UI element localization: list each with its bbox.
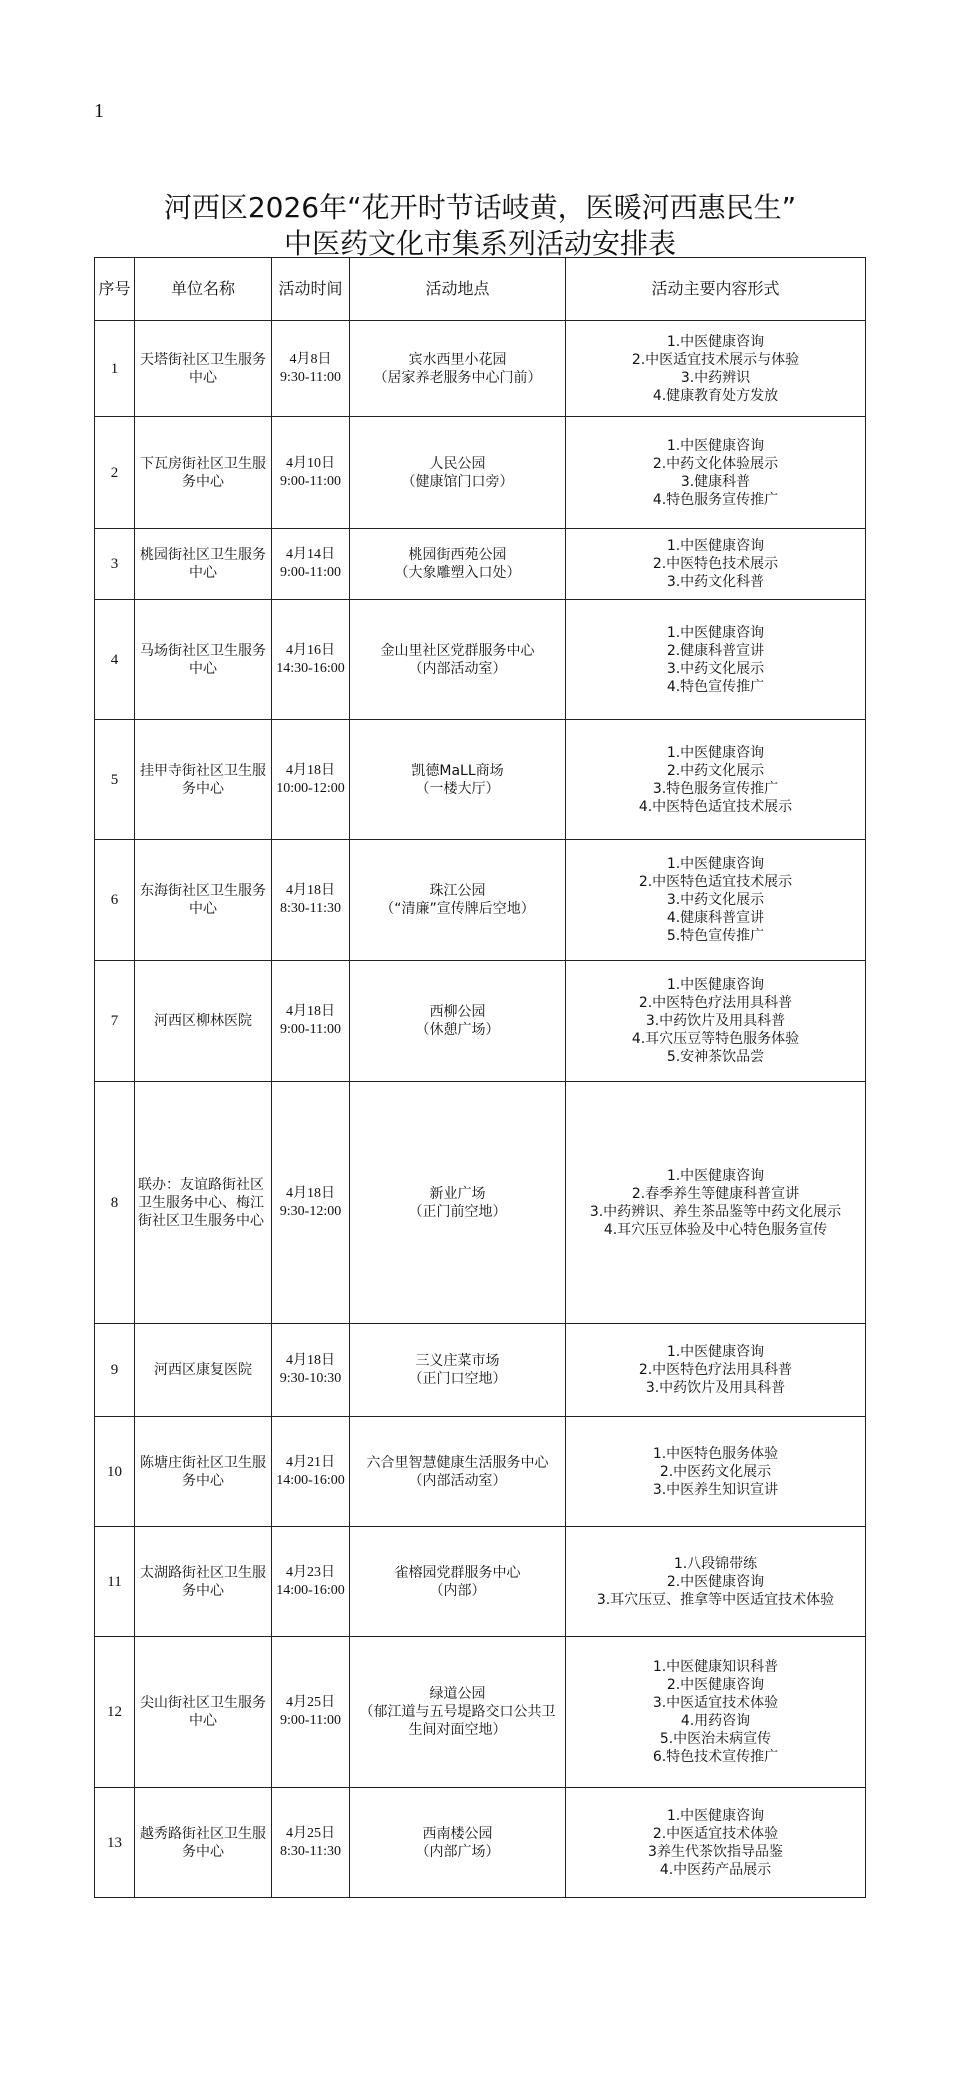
content-item: 1.八段锦带练	[673, 1555, 758, 1572]
row-place	[350, 417, 566, 529]
content-item: 3养生代茶饮指导品鉴	[648, 1843, 783, 1860]
row-place	[350, 1527, 566, 1637]
content-item: 2.中医特色适宜技术展示	[638, 874, 793, 890]
activity-date: 4月25日	[286, 1825, 335, 1841]
row-place	[350, 1082, 566, 1324]
row-unit-name: 陈塘庄街社区卫生服务中心	[135, 1417, 272, 1527]
row-content	[566, 1637, 866, 1788]
place-name: 珠江公园	[429, 883, 486, 899]
row-time	[272, 840, 350, 961]
content-item: 5.安神茶饮品尝	[666, 1049, 765, 1065]
content-item: 4.耳穴压豆等特色服务体验	[631, 1031, 800, 1047]
content-item: 3.中药文化展示	[666, 660, 765, 677]
place-name: 宾水西里小花园	[408, 351, 507, 368]
content-item: 5.特色宣传推广	[666, 928, 765, 944]
document-title	[94, 190, 866, 262]
content-item: 1.中医健康咨询	[666, 977, 765, 993]
content-item: 4.中医药产品展示	[659, 1861, 772, 1878]
row-unit-name: 河西区柳林医院	[135, 961, 272, 1082]
table-row	[95, 1417, 866, 1527]
table-row	[95, 1527, 866, 1637]
place-name: 六合里智慧健康生活服务中心	[366, 1454, 549, 1471]
place-detail: （健康馆门口旁）	[401, 473, 514, 490]
row-content	[566, 1527, 866, 1637]
content-item: 2.中医健康咨询	[666, 1573, 765, 1590]
content-item: 1.中医健康知识科普	[652, 1659, 779, 1675]
place-detail: （正门口空地）	[408, 1371, 507, 1387]
row-place	[350, 961, 566, 1082]
place-detail: （居家养老服务中心门前）	[373, 369, 542, 386]
content-item: 4.特色宣传推广	[666, 678, 765, 695]
content-item: 1.中医健康咨询	[666, 1167, 765, 1184]
table-row	[95, 1788, 866, 1898]
content-item: 2.中医特色技术展示	[652, 556, 779, 572]
header-unit: 单位名称	[135, 258, 272, 321]
content-item: 1.中医健康咨询	[666, 1807, 765, 1824]
row-unit-name: 河西区康复医院	[135, 1324, 272, 1417]
table-row	[95, 840, 866, 961]
header-place: 活动地点	[350, 258, 566, 321]
row-unit-name: 联办：友谊路街社区卫生服务中心、梅江街社区卫生服务中心	[135, 1082, 272, 1324]
table-body	[95, 321, 866, 1898]
place-detail: （正门前空地）	[408, 1203, 507, 1220]
place-detail: （内部活动室）	[408, 1472, 507, 1489]
content-item: 2.中药文化体验展示	[652, 455, 779, 472]
row-time	[272, 1324, 350, 1417]
title-line-1: 河西区2026年“花开时节话岐黄，医暖河西惠民生”	[163, 191, 797, 224]
header-seq: 序号	[95, 258, 135, 321]
row-time	[272, 1082, 350, 1324]
content-item: 2.健康科普宣讲	[666, 642, 765, 659]
row-time	[272, 417, 350, 529]
row-seq: 7	[95, 961, 135, 1082]
place-detail: （内部活动室）	[408, 660, 507, 677]
header-row	[95, 258, 866, 321]
content-item: 4.耳穴压豆体验及中心特色服务宣传	[603, 1221, 828, 1238]
table-row	[95, 1324, 866, 1417]
activity-date: 4月16日	[286, 642, 335, 658]
row-unit-name: 太湖路街社区卫生服务中心	[135, 1527, 272, 1637]
place-name: 凯德MaLL商场	[411, 762, 504, 779]
row-content	[566, 840, 866, 961]
row-content	[566, 1082, 866, 1324]
row-seq: 10	[95, 1417, 135, 1527]
row-place	[350, 840, 566, 961]
activity-hours: 9:30-11:00	[280, 369, 341, 385]
place-name: 西柳公园	[429, 1004, 486, 1020]
content-item: 3.中医适宜技术体验	[652, 1695, 779, 1711]
content-item: 2.中医特色疗法用具科普	[638, 995, 793, 1011]
row-unit-name: 东海街社区卫生服务中心	[135, 840, 272, 961]
content-item: 3.健康科普	[680, 473, 751, 490]
activity-date: 4月18日	[286, 883, 335, 898]
row-place	[350, 1324, 566, 1417]
place-name: 桃园街西苑公园	[408, 547, 507, 563]
row-time	[272, 1527, 350, 1637]
content-item: 3.中药辨识	[680, 369, 751, 386]
place-detail: （一楼大厅）	[415, 780, 500, 797]
activity-date: 4月18日	[286, 1185, 335, 1201]
activity-date: 4月18日	[286, 1004, 335, 1019]
row-content	[566, 321, 866, 417]
row-place	[350, 1417, 566, 1527]
row-seq: 3	[95, 529, 135, 600]
content-item: 2.春季养生等健康科普宣讲	[631, 1185, 800, 1202]
row-content	[566, 1788, 866, 1898]
place-name: 三义庄菜市场	[415, 1353, 500, 1369]
content-item: 3.中医养生知识宣讲	[652, 1481, 779, 1498]
activity-hours: 8:30-11:30	[280, 901, 341, 916]
row-time	[272, 600, 350, 720]
place-name: 雀榕园党群服务中心	[394, 1564, 521, 1581]
row-content	[566, 600, 866, 720]
header-content: 活动主要内容形式	[566, 258, 866, 321]
activity-date: 4月25日	[286, 1695, 335, 1710]
content-item: 1.中医健康咨询	[666, 1344, 765, 1360]
row-time	[272, 321, 350, 417]
content-item: 1.中医健康咨询	[666, 856, 765, 872]
activity-hours: 9:30-12:00	[279, 1203, 342, 1219]
content-item: 2.中医药文化展示	[659, 1463, 772, 1480]
row-content	[566, 417, 866, 529]
place-detail: （郁江道与五号堤路交口公共卫生间对面空地）	[359, 1704, 556, 1738]
row-place	[350, 321, 566, 417]
activity-hours: 14:30-16:00	[276, 660, 345, 676]
content-item: 5.中医治未病宣传	[659, 1731, 772, 1747]
activity-hours: 9:00-11:00	[280, 473, 341, 489]
table-row	[95, 417, 866, 529]
content-item: 2.中药文化展示	[666, 762, 765, 779]
activity-hours: 14:00-16:00	[276, 1582, 345, 1598]
row-time	[272, 1417, 350, 1527]
place-name: 绿道公园	[429, 1686, 486, 1702]
content-item: 2.中医适宜技术展示与体验	[631, 351, 800, 368]
place-detail: （休憩广场）	[415, 1022, 500, 1038]
row-seq: 8	[95, 1082, 135, 1324]
row-place	[350, 1637, 566, 1788]
activity-date: 4月23日	[286, 1564, 335, 1580]
place-detail: （“清廉”宣传牌后空地）	[380, 901, 535, 917]
table-row	[95, 529, 866, 600]
content-item: 1.中医健康咨询	[666, 624, 765, 641]
row-time	[272, 961, 350, 1082]
row-unit-name: 下瓦房街社区卫生服务中心	[135, 417, 272, 529]
content-item: 3.特色服务宣传推广	[652, 780, 779, 797]
content-item: 6.特色技术宣传推广	[652, 1749, 779, 1765]
row-time	[272, 720, 350, 840]
row-place	[350, 720, 566, 840]
content-item: 3.中药饮片及用具科普	[645, 1380, 786, 1396]
table-row	[95, 600, 866, 720]
row-time	[272, 1637, 350, 1788]
row-unit-name: 尖山街社区卫生服务中心	[135, 1637, 272, 1788]
row-time	[272, 1788, 350, 1898]
row-content	[566, 1324, 866, 1417]
content-item: 4.特色服务宣传推广	[652, 491, 779, 508]
content-item: 2.中医特色疗法用具科普	[638, 1362, 793, 1378]
activity-hours: 9:30-10:30	[279, 1371, 342, 1386]
content-item: 3.中药饮片及用具科普	[645, 1013, 786, 1029]
content-item: 3.中药文化科普	[666, 574, 765, 590]
activity-hours: 14:00-16:00	[276, 1472, 345, 1488]
content-item: 3.中药辨识、养生茶品鉴等中药文化展示	[589, 1203, 842, 1220]
table-row	[95, 1637, 866, 1788]
content-item: 4.中医特色适宜技术展示	[638, 798, 793, 815]
place-name: 新业广场	[429, 1185, 486, 1202]
schedule-table	[94, 257, 866, 1898]
activity-hours: 9:00-11:00	[280, 1713, 341, 1728]
row-seq: 9	[95, 1324, 135, 1417]
row-seq: 4	[95, 600, 135, 720]
place-name: 西南楼公园	[422, 1825, 493, 1842]
row-seq: 1	[95, 321, 135, 417]
content-item: 1.中医健康咨询	[666, 538, 765, 554]
content-item: 4.健康科普宣讲	[666, 910, 765, 926]
table-row	[95, 961, 866, 1082]
table-row	[95, 1082, 866, 1324]
row-seq: 13	[95, 1788, 135, 1898]
row-seq: 12	[95, 1637, 135, 1788]
row-time	[272, 529, 350, 600]
row-unit-name: 越秀路街社区卫生服务中心	[135, 1788, 272, 1898]
place-detail: （内部广场）	[415, 1843, 500, 1860]
activity-date: 4月10日	[286, 455, 335, 471]
header-time: 活动时间	[272, 258, 350, 321]
place-detail: （大象雕塑入口处）	[394, 565, 521, 581]
content-item: 2.中医适宜技术体验	[652, 1825, 779, 1842]
row-seq: 11	[95, 1527, 135, 1637]
activity-hours: 9:00-11:00	[280, 565, 341, 580]
row-content	[566, 961, 866, 1082]
activity-date: 4月8日	[289, 351, 332, 367]
row-place	[350, 600, 566, 720]
place-name: 人民公园	[429, 455, 486, 472]
content-item: 1.中医健康咨询	[666, 333, 765, 350]
row-place	[350, 529, 566, 600]
content-item: 1.中医健康咨询	[666, 744, 765, 761]
row-seq: 5	[95, 720, 135, 840]
content-item: 4.健康教育处方发放	[652, 387, 779, 404]
row-content	[566, 1417, 866, 1527]
activity-date: 4月18日	[286, 762, 335, 778]
row-unit-name: 挂甲寺街社区卫生服务中心	[135, 720, 272, 840]
activity-hours: 10:00-12:00	[276, 780, 345, 796]
activity-hours: 8:30-11:30	[280, 1843, 341, 1859]
content-item: 3.耳穴压豆、推拿等中医适宜技术体验	[596, 1591, 835, 1608]
row-seq: 2	[95, 417, 135, 529]
row-seq: 6	[95, 840, 135, 961]
row-unit-name: 马场街社区卫生服务中心	[135, 600, 272, 720]
content-item: 2.中医健康咨询	[666, 1677, 765, 1693]
row-content	[566, 720, 866, 840]
content-item: 1.中医健康咨询	[666, 437, 765, 454]
table-row	[95, 720, 866, 840]
activity-date: 4月18日	[286, 1353, 335, 1368]
activity-hours: 9:00-11:00	[280, 1022, 341, 1037]
row-content	[566, 529, 866, 600]
page-number: 1	[94, 100, 104, 122]
content-item: 3.中药文化展示	[666, 892, 765, 908]
content-item: 4.用药咨询	[680, 1713, 751, 1729]
table-row	[95, 321, 866, 417]
title-line-2: 中医药文化市集系列活动安排表	[283, 227, 676, 260]
row-unit-name: 桃园街社区卫生服务中心	[135, 529, 272, 600]
place-name: 金山里社区党群服务中心	[380, 642, 535, 659]
activity-date: 4月21日	[286, 1454, 335, 1470]
place-detail: （内部）	[429, 1582, 486, 1599]
row-unit-name: 天塔街社区卫生服务中心	[135, 321, 272, 417]
row-place	[350, 1788, 566, 1898]
content-item: 1.中医特色服务体验	[652, 1445, 779, 1462]
activity-date: 4月14日	[286, 547, 335, 562]
